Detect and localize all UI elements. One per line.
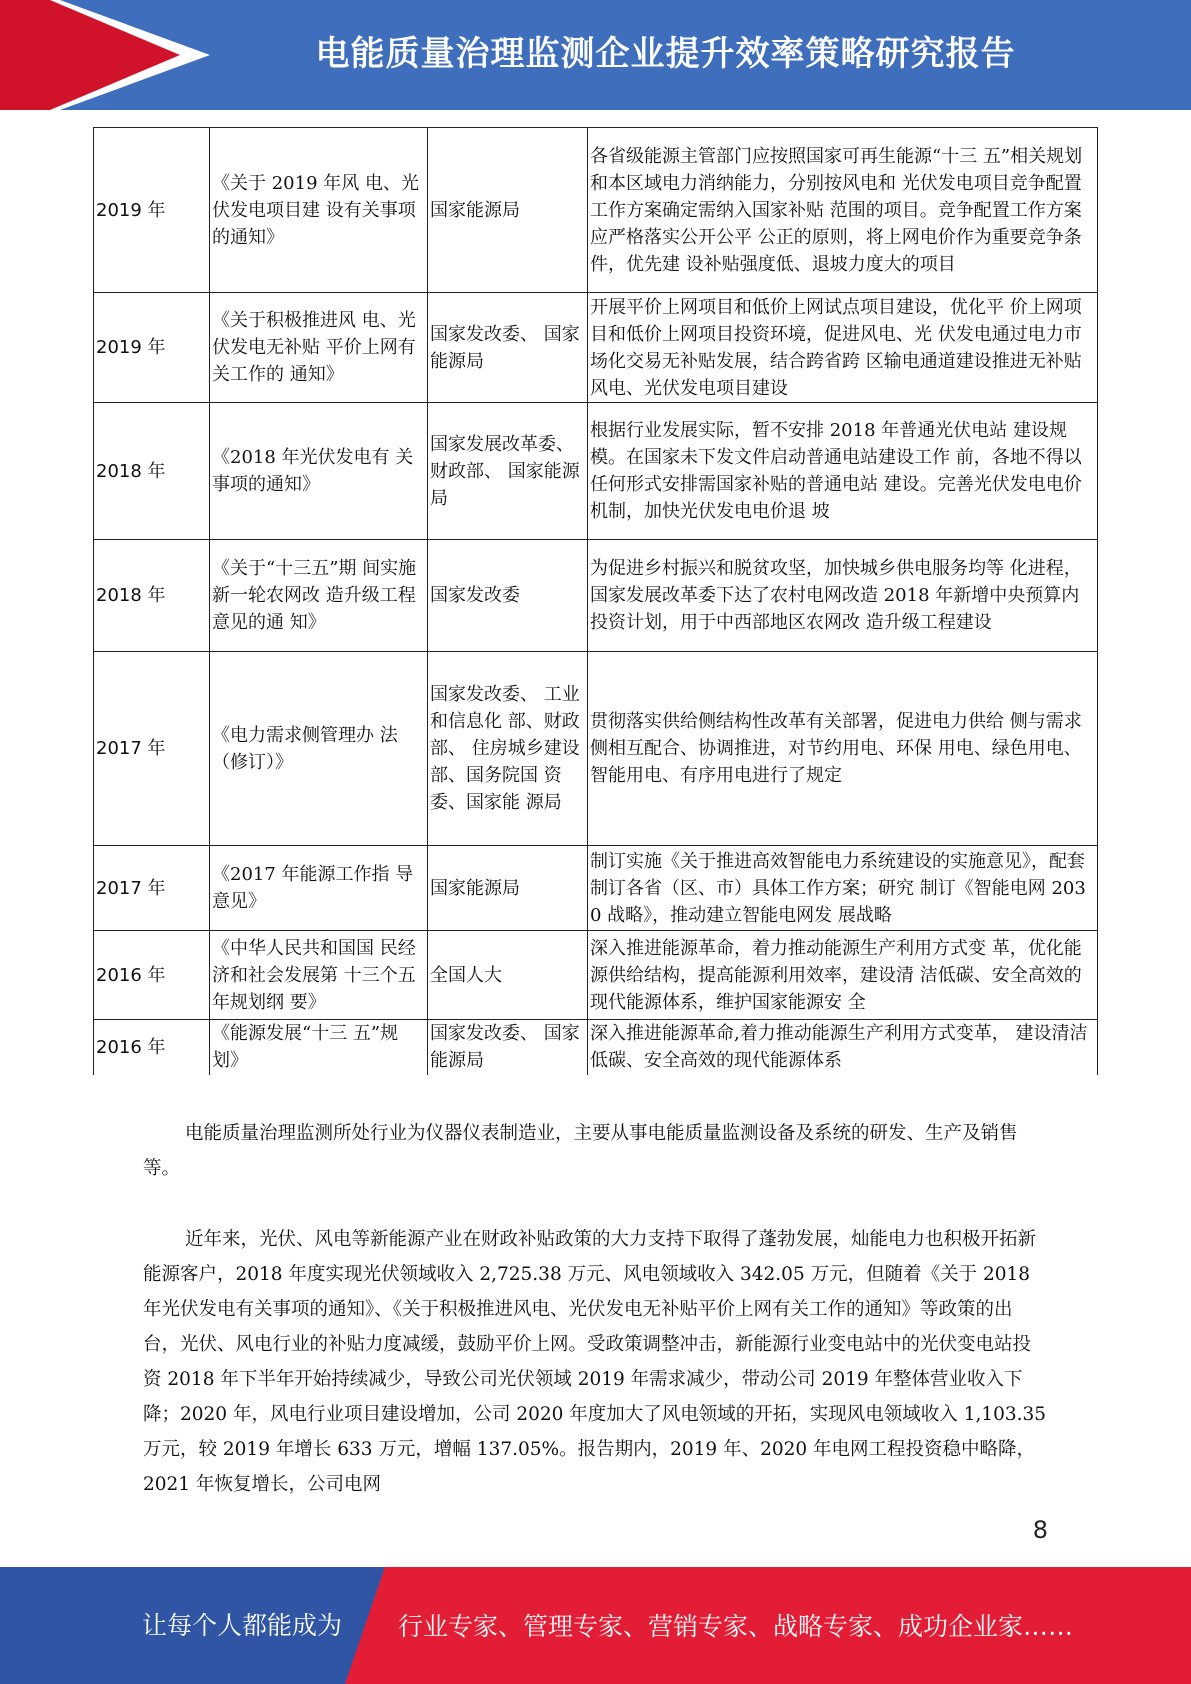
footer-slogan-left: 让每个人都能成为: [142, 1611, 343, 1640]
page-header: [0, 0, 1191, 110]
policy-year: 2017 年: [94, 846, 210, 931]
policy-year: 2019 年: [94, 293, 210, 403]
policy-name: 《能源发展“十三 五”规划》: [210, 1020, 428, 1075]
header-red-arrow: [50, 0, 180, 110]
policy-content: 深入推进能源革命，着力推动能源生产利用方式变 革，优化能源供给结构，提高能源利用效率，建设清 洁低碳、安全高效的现代能源体系，维护国家能源安 全: [588, 931, 1098, 1020]
policy-year: 2018 年: [94, 403, 210, 540]
policy-table: [93, 127, 1098, 1075]
table-row: [94, 128, 1098, 293]
policy-content: 为促进乡村振兴和脱贫攻坚，加快城乡供电服务均等 化进程，国家发展改革委下达了农村电网改造 2018 年新增中央预算内投资计划，用于中西部地区农网改 造升级工程建设: [588, 540, 1098, 652]
policy-issuer: 国家发改委: [428, 540, 588, 652]
policy-content: 贯彻落实供给侧结构性改革有关部署，促进电力供给 侧与需求侧相互配合、协调推进，对节约用电、环保 用电、绿色用电、智能用电、有序用电进行了规定: [588, 652, 1098, 846]
table-row: [94, 846, 1098, 931]
footer-red-slant: [345, 1567, 385, 1684]
policy-name: 《中华人民共和国国 民经济和社会发展第 十三个五年规划纲 要》: [210, 931, 428, 1020]
policy-year: 2016 年: [94, 1020, 210, 1075]
table-row: [94, 403, 1098, 540]
table-row: [94, 931, 1098, 1020]
footer-slogan-right: 行业专家、管理专家、营销专家、战略专家、成功企业家……: [398, 1612, 1074, 1641]
policy-issuer: 国家发展改革委、财政部、 国家能源局: [428, 403, 588, 540]
policy-name: 《2018 年光伏发电有 关事项的通知》: [210, 403, 428, 540]
policy-issuer: 全国人大: [428, 931, 588, 1020]
policy-issuer: 国家发改委、 国家能源局: [428, 293, 588, 403]
policy-name: 《关于 2019 年风 电、光伏发电项目建 设有关事项的通知》: [210, 128, 428, 293]
policy-issuer: 国家发改委、 工业和信息化 部、财政部、 住房城乡建设 部、国务院国 资委、国家能 源局: [428, 652, 588, 846]
policy-year: 2017 年: [94, 652, 210, 846]
policy-name: 《关于“十三五”期 间实施新一轮农网改 造升级工程意见的通 知》: [210, 540, 428, 652]
policy-year: 2018 年: [94, 540, 210, 652]
report-title: 电能质量治理监测企业提升效率策略研究报告: [315, 34, 1016, 74]
page-number: 8: [1032, 1516, 1048, 1544]
policy-content: 开展平价上网项目和低价上网试点项目建设，优化平 价上网项目和低价上网项目投资环境，促进风电、光 伏发电通过电力市场化交易无补贴发展，结合跨省跨 区输电通道建设推进无补贴风电、光伏发电项目建设: [588, 293, 1098, 403]
policy-content: 深入推进能源革命,着力推动能源生产利用方式变革， 建设清洁低碳、安全高效的现代能源体系: [588, 1020, 1098, 1075]
table-row: [94, 1020, 1098, 1075]
page-footer: [0, 1567, 1191, 1684]
policy-issuer: 国家发改委、 国家能源局: [428, 1020, 588, 1075]
header-red-band: [0, 0, 50, 110]
policy-issuer: 国家能源局: [428, 846, 588, 931]
paragraph-text: 近年来，光伏、风电等新能源产业在财政补贴政策的大力支持下取得了蓬勃发展，灿能电力也积极开拓新能源客户，2018 年度实现光伏领域收入 2,725.38 万元、风电领域收入 342.05 万元，但随着《关于 2018 年光伏发电有关事项的通知》、《关于积极推进风电、光伏发电无补贴平价上网有关工作的通知》等政策的出台，光伏、风电行业的补贴力度减缓，鼓励平价上网。受政策调整冲击，新能源行业变电站中的光伏变电站投资 2018 年下半年开始持续减少，导致公司光伏领域 2019 年需求减少，带动公司 2019 年整体营业收入下降；2020 年，风电行业项目建设增加，公司 2020 年度加大了风电领域的开拓，实现风电领域收入 1,103.35 万元，较 2019 年增长 633 万元，增幅 137.05%。报告期内，2019 年、2020 年电网工程投资稳中略降，2021 年恢复增长，公司电网: [143, 1229, 1047, 1495]
table-row: [94, 540, 1098, 652]
policy-name: 《关于积极推进风 电、光伏发电无补贴 平价上网有关工作的 通知》: [210, 293, 428, 403]
policy-content: 各省级能源主管部门应按照国家可再生能源“十三 五”相关规划和本区域电力消纳能力，分别按风电和 光伏发电项目竞争配置工作方案确定需纳入国家补贴 范围的项目。竞争配置工作方案应严格落实公开公平 公正的原则，将上网电价作为重要竞争条件，优先建 设补贴强度低、退坡力度大的项目: [588, 128, 1098, 293]
table-row: [94, 293, 1098, 403]
policy-content: 制订实施《关于推进高效智能电力系统建设的实施意见》，配套制订各省（区、市）具体工作方案；研究 制订《智能电网 2030 战略》，推动建立智能电网发 展战略: [588, 846, 1098, 931]
policy-name: 《2017 年能源工作指 导意见》: [210, 846, 428, 931]
body-paragraph-1: [143, 1116, 1048, 1186]
body-paragraph-2: [143, 1222, 1048, 1502]
paragraph-text: 电能质量治理监测所处行业为仪器仪表制造业，主要从事电能质量监测设备及系统的研发、生产及销售等。: [143, 1123, 1018, 1179]
policy-name: 《电力需求侧管理办 法（修订）》: [210, 652, 428, 846]
policy-year: 2019 年: [94, 128, 210, 293]
policy-issuer: 国家能源局: [428, 128, 588, 293]
policy-content: 根据行业发展实际，暂不安排 2018 年普通光伏电站 建设规模。在国家未下发文件启动普通电站建设工作 前，各地不得以任何形式安排需国家补贴的普通电站 建设。完善光伏发电电价机制，加快光伏发电电价退 坡: [588, 403, 1098, 540]
policy-year: 2016 年: [94, 931, 210, 1020]
table-row: [94, 652, 1098, 846]
